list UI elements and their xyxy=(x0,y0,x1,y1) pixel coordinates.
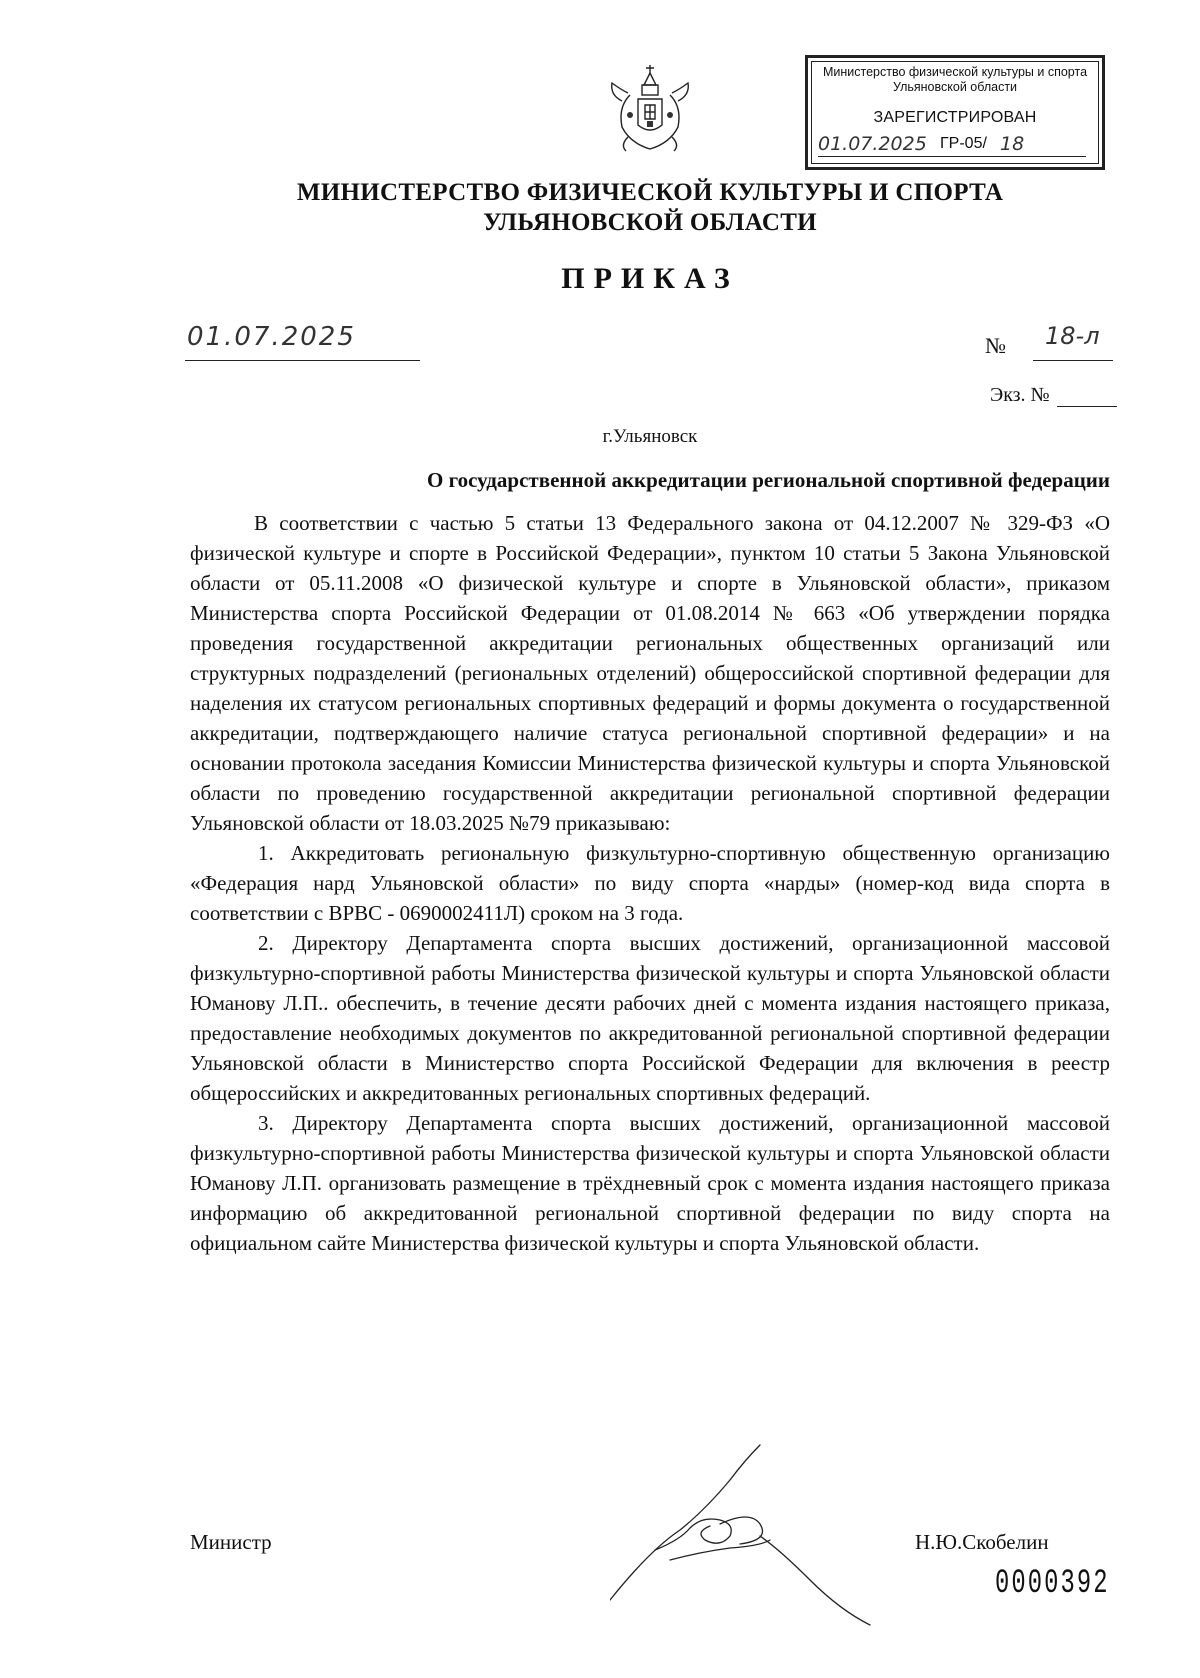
copy-number-label: Экз. № xyxy=(990,384,1050,406)
minister-position: Министр xyxy=(190,1530,272,1554)
stamp-org-line2: Ульяновской области xyxy=(892,80,1018,94)
order-item-1: 1. Аккредитовать региональную физкультурно-спортивную общественную организацию «Федерация нард Ульяновской области» по виду спорта «нарды» (номер-код вида спорта в соответствии с ВРВС - 0690002411Л) сроком на 3 года. xyxy=(190,841,1110,925)
order-number: 18-л xyxy=(1045,322,1100,350)
order-item-2: 2. Директору Департамента спорта высших достижений, организационной массовой физкультурно-спортивной работы Министерства физической культуры и спорта Ульяновской области Юманову Л.П.. обеспечить, в течение десяти рабочих дней с момента издания настоящего приказа, предоставление необходимых документов по аккредитованной региональной спортивной федерации Ульяновской области в Министерство спорта Российской Федерации для включения в реестр общероссийских и аккредитованных региональных спортивных федераций. xyxy=(190,931,1110,1105)
order-subject: О государственной аккредитации региональной спортивной федерации xyxy=(426,468,1110,492)
document-title: ПРИКАЗ xyxy=(561,262,739,295)
order-number-field xyxy=(1033,320,1113,361)
order-date-field xyxy=(185,320,420,361)
stamp-reg-code: ГР-05/ xyxy=(940,135,987,152)
order-date: 01.07.2025 xyxy=(187,322,356,352)
stamp-org-line1: Министерство физической культуры и спорта xyxy=(822,65,1088,79)
stamp-reg-date: 01.07.2025 xyxy=(818,133,927,155)
registration-stamp xyxy=(805,55,1105,170)
ministry-line2: УЛЬЯНОВСКОЙ ОБЛАСТИ xyxy=(483,209,817,236)
ministry-line1: МИНИСТЕРСТВО ФИЗИЧЕСКОЙ КУЛЬТУРЫ И СПОРТА xyxy=(296,179,1004,206)
handwritten-signature xyxy=(610,1440,890,1640)
stamp-registration-line xyxy=(812,131,1098,157)
stamp-status: ЗАРЕГИСТРИРОВАН xyxy=(873,109,1037,126)
copy-number-field xyxy=(1057,378,1117,407)
order-item-3: 3. Директору Департамента спорта высших достижений, организационной массовой физкультурно-спортивной работы Министерства физической культуры и спорта Ульяновской области Юманову Л.П. организовать размещение в трёхдневный срок с момента издания настоящего приказа информацию об аккредитованной региональной спортивной федерации по виду спорта на официальном сайте Министерства физической культуры и спорта Ульяновской области. xyxy=(190,1111,1110,1255)
coat-of-arms-emblem xyxy=(600,55,700,155)
preamble-paragraph: В соответствии с частью 5 статьи 13 Федерального закона от 04.12.2007 № 329-ФЗ «О физической культуре и спорте в Российской Федерации», пунктом 10 статьи 5 Закона Ульяновской области от 05.11.2008 «О физической культуре и спорте в Ульяновской области», приказом Министерства спорта Российской Федерации от 01.08.2014 № 663 «Об утверждении порядка проведения государственной аккредитации региональных общественных организаций или структурных подразделений (региональных отделений) общероссийской спортивной федерации для наделения их статусом региональных спортивных федераций и формы документа о государственной аккредитации, подтверждающего наличие статуса региональной спортивной федерации» и на основании протокола заседания Комиссии Министерства физической культуры и спорта Ульяновской области по проведению государственной аккредитации региональной спортивной федерации Ульяновской области от 18.03.2025 №79 приказываю: xyxy=(190,511,1110,835)
signer-name: Н.Ю.Скобелин xyxy=(915,1530,1049,1554)
form-serial-number: 0000392 xyxy=(995,1565,1110,1603)
order-number-label: № xyxy=(985,333,1006,358)
stamp-reg-number: 18 xyxy=(1000,133,1025,155)
order-body xyxy=(190,508,1110,1258)
ministry-name xyxy=(0,178,1200,238)
city: г.Ульяновск xyxy=(602,426,698,447)
stamp-underline xyxy=(818,156,1086,157)
